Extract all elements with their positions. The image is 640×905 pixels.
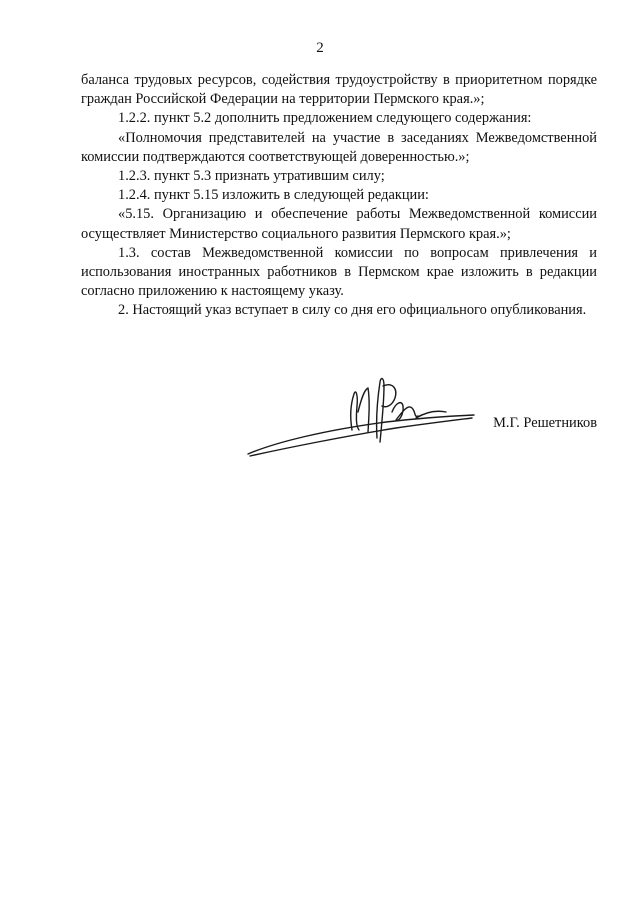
handwritten-signature xyxy=(246,372,476,462)
paragraph-quote-5-15: «5.15. Организацию и обеспечение работы Межведомственной комиссии осуществляет Министерство социального развития Пермского края.»; xyxy=(81,206,597,242)
paragraph-1-2-3: 1.2.3. пункт 5.3 признать утратившим силу; xyxy=(118,168,385,185)
paragraph-continuation: баланса трудовых ресурсов, содействия трудоустройству в приоритетном порядке граждан Российской Федерации на территории Пермского края.»; xyxy=(81,72,597,108)
paragraph-1-3: 1.3. состав Межведомственной комиссии по вопросам привлечения и использования иностранных работников в Пермском крае изложить в редакции согласно приложению к настоящему указу. xyxy=(81,244,597,300)
document-body xyxy=(81,71,597,321)
paragraph-2-effective: 2. Настоящий указ вступает в силу со дня его официального опубликования. xyxy=(118,302,587,319)
paragraph-1-2-4: 1.2.4. пункт 5.15 изложить в следующей редакции: xyxy=(118,187,429,204)
paragraph-1-2-2: 1.2.2. пункт 5.2 дополнить предложением следующего содержания: xyxy=(118,110,532,127)
paragraph-quote-powers: «Полномочия представителей на участие в заседаниях Межведомственной комиссии подтверждаются соответствующей доверенностью.»; xyxy=(81,129,597,165)
signature-block xyxy=(81,372,597,462)
page-number: 2 xyxy=(316,40,324,56)
signer-name: М.Г. Решетников xyxy=(493,415,597,431)
